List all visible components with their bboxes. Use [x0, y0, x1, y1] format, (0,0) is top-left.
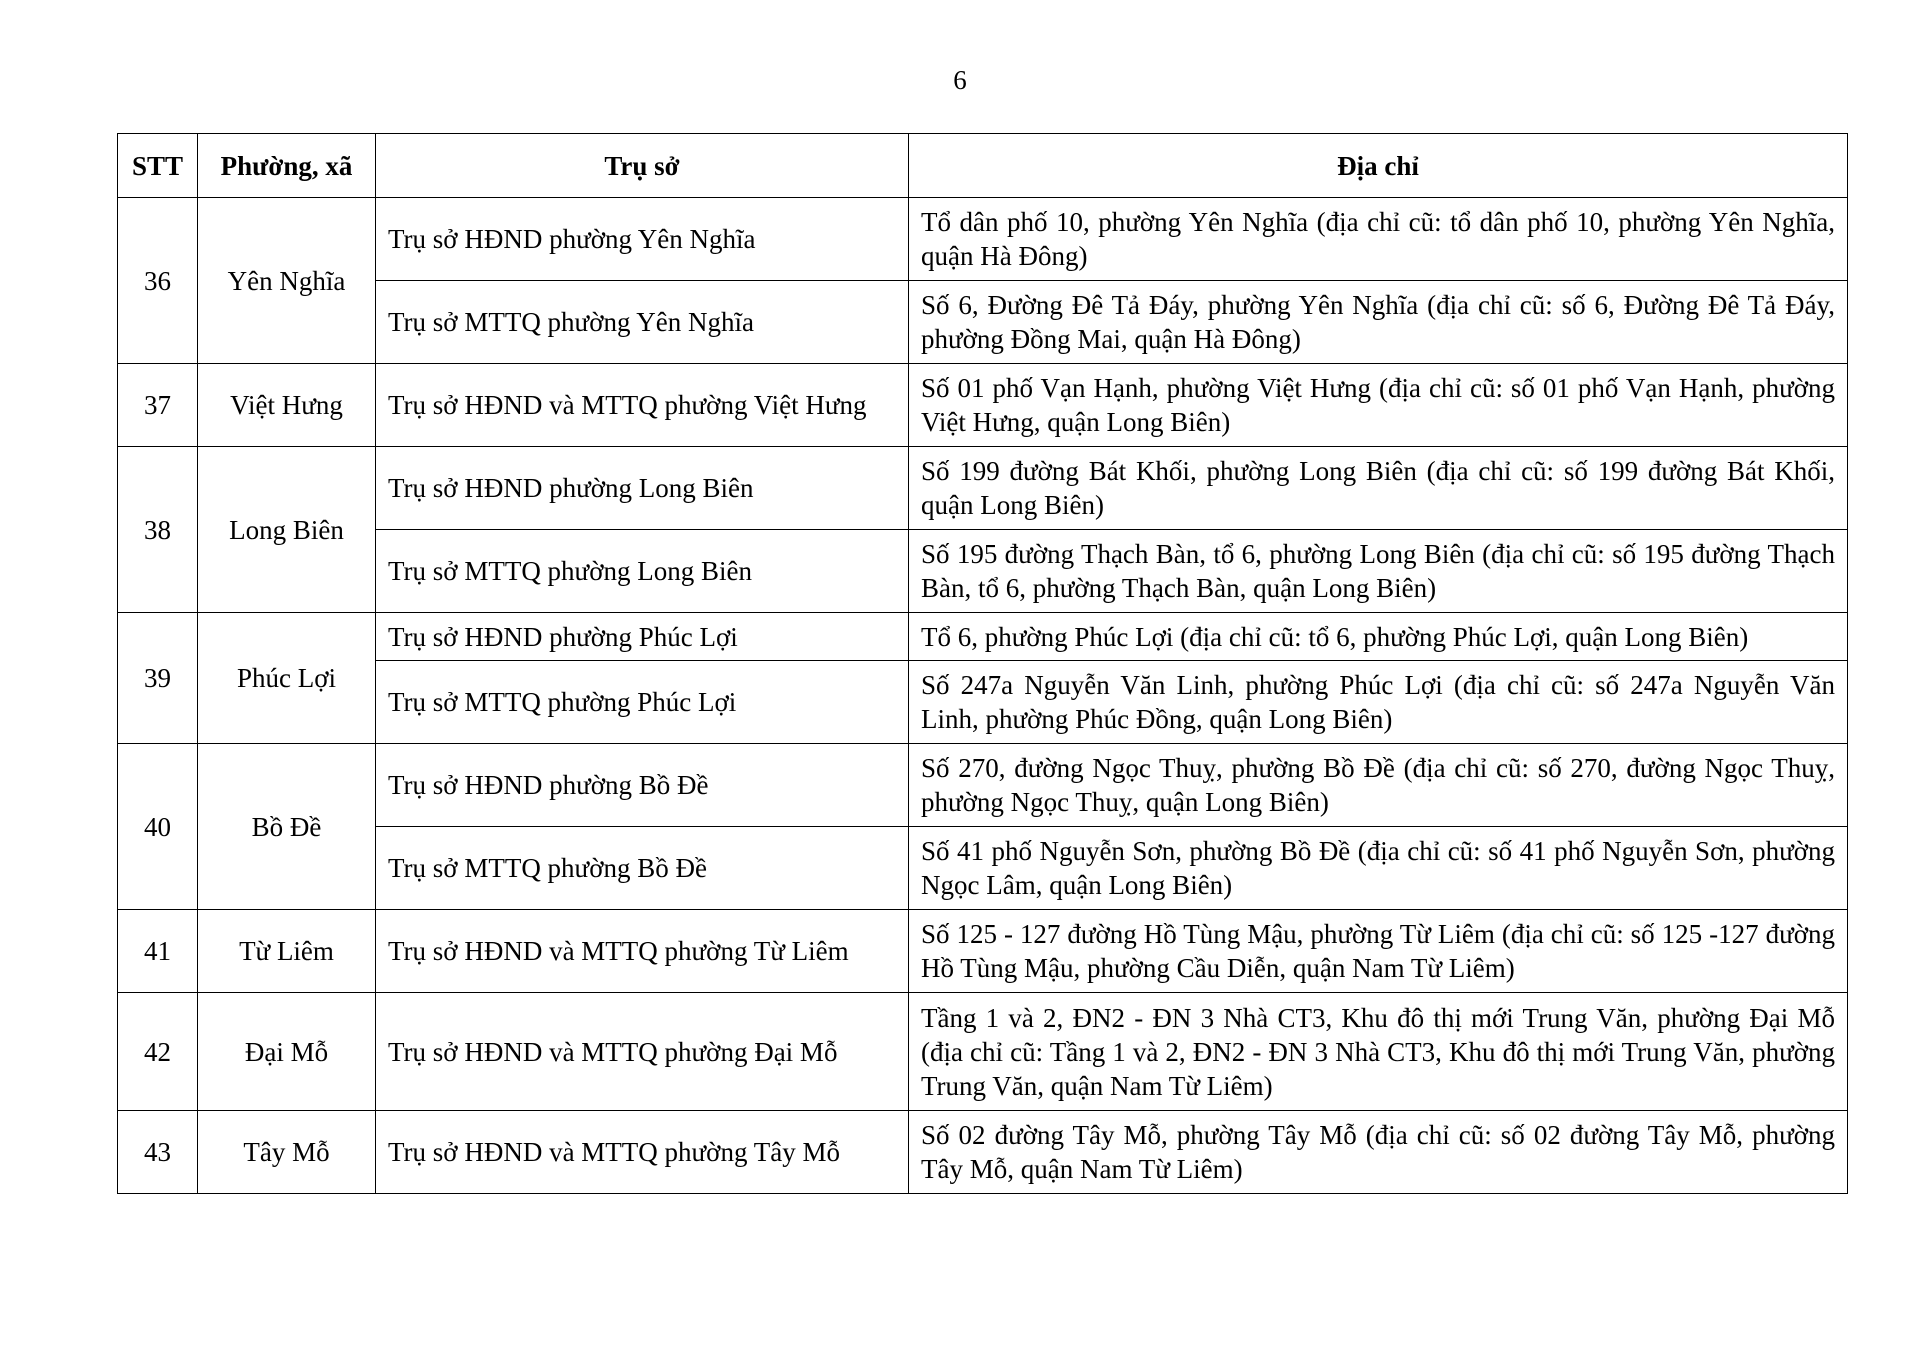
ward-cell: Đại Mỗ — [198, 993, 376, 1111]
office-cell: Trụ sở HĐND và MTTQ phường Tây Mỗ — [376, 1111, 909, 1194]
stt-cell: 42 — [118, 993, 198, 1111]
address-cell: Số 6, Đường Đê Tả Đáy, phường Yên Nghĩa (địa chỉ cũ: số 6, Đường Đê Tả Đáy, phường Đồng Mai, quận Hà Đông) — [909, 281, 1848, 364]
office-cell: Trụ sở MTTQ phường Phúc Lợi — [376, 661, 909, 744]
address-cell: Số 125 - 127 đường Hồ Tùng Mậu, phường Từ Liêm (địa chỉ cũ: số 125 -127 đường Hồ Tùng Mậu, phường Cầu Diễn, quận Nam Từ Liêm) — [909, 910, 1848, 993]
table-body — [118, 198, 1848, 1194]
table-row — [118, 364, 1848, 447]
address-cell: Tầng 1 và 2, ĐN2 - ĐN 3 Nhà CT3, Khu đô thị mới Trung Văn, phường Đại Mỗ (địa chỉ cũ: Tầng 1 và 2, ĐN2 - ĐN 3 Nhà CT3, Khu đô thị mới Trung Văn, phường Trung Văn, quận Nam Từ Liêm) — [909, 993, 1848, 1111]
table-row — [118, 1111, 1848, 1194]
address-cell: Tổ 6, phường Phúc Lợi (địa chỉ cũ: tổ 6, phường Phúc Lợi, quận Long Biên) — [909, 613, 1848, 661]
ward-cell: Phúc Lợi — [198, 613, 376, 744]
table-row — [118, 661, 1848, 744]
table-row — [118, 447, 1848, 530]
stt-cell: 39 — [118, 613, 198, 744]
address-cell: Số 195 đường Thạch Bàn, tổ 6, phường Long Biên (địa chỉ cũ: số 195 đường Thạch Bàn, tổ 6, phường Thạch Bàn, quận Long Biên) — [909, 530, 1848, 613]
address-cell: Số 247a Nguyễn Văn Linh, phường Phúc Lợi (địa chỉ cũ: số 247a Nguyễn Văn Linh, phường Phúc Đồng, quận Long Biên) — [909, 661, 1848, 744]
office-cell: Trụ sở HĐND và MTTQ phường Từ Liêm — [376, 910, 909, 993]
address-cell: Số 270, đường Ngọc Thuỵ, phường Bồ Đề (địa chỉ cũ: số 270, đường Ngọc Thuỵ, phường Ngọc Thuỵ, quận Long Biên) — [909, 744, 1848, 827]
office-cell: Trụ sở MTTQ phường Yên Nghĩa — [376, 281, 909, 364]
stt-cell: 40 — [118, 744, 198, 910]
office-cell: Trụ sở HĐND phường Phúc Lợi — [376, 613, 909, 661]
ward-cell: Từ Liêm — [198, 910, 376, 993]
header-stt: STT — [118, 134, 198, 198]
header-row — [118, 134, 1848, 198]
address-cell: Số 02 đường Tây Mỗ, phường Tây Mỗ (địa chỉ cũ: số 02 đường Tây Mỗ, phường Tây Mỗ, quận Nam Từ Liêm) — [909, 1111, 1848, 1194]
office-cell: Trụ sở HĐND phường Yên Nghĩa — [376, 198, 909, 281]
stt-cell: 41 — [118, 910, 198, 993]
page-number: 6 — [953, 65, 967, 95]
table-row — [118, 993, 1848, 1111]
table-row — [118, 530, 1848, 613]
office-cell: Trụ sở MTTQ phường Bồ Đề — [376, 827, 909, 910]
table-row — [118, 281, 1848, 364]
header-address: Địa chỉ — [909, 134, 1848, 198]
header-office: Trụ sở — [376, 134, 909, 198]
stt-cell: 43 — [118, 1111, 198, 1194]
office-cell: Trụ sở HĐND phường Long Biên — [376, 447, 909, 530]
ward-cell: Yên Nghĩa — [198, 198, 376, 364]
ward-cell: Bồ Đề — [198, 744, 376, 910]
address-cell: Số 41 phố Nguyễn Sơn, phường Bồ Đề (địa chỉ cũ: số 41 phố Nguyễn Sơn, phường Ngọc Lâm, quận Long Biên) — [909, 827, 1848, 910]
office-address-table — [117, 133, 1848, 1194]
office-cell: Trụ sở HĐND và MTTQ phường Đại Mỗ — [376, 993, 909, 1111]
table-header — [118, 134, 1848, 198]
office-cell: Trụ sở MTTQ phường Long Biên — [376, 530, 909, 613]
address-cell: Số 199 đường Bát Khối, phường Long Biên (địa chỉ cũ: số 199 đường Bát Khối, quận Long Biên) — [909, 447, 1848, 530]
ward-cell: Việt Hưng — [198, 364, 376, 447]
office-cell: Trụ sở HĐND phường Bồ Đề — [376, 744, 909, 827]
table-row — [118, 198, 1848, 281]
table-row — [118, 613, 1848, 661]
table-row — [118, 910, 1848, 993]
office-cell: Trụ sở HĐND và MTTQ phường Việt Hưng — [376, 364, 909, 447]
stt-cell: 38 — [118, 447, 198, 613]
stt-cell: 36 — [118, 198, 198, 364]
table-row — [118, 827, 1848, 910]
header-ward: Phường, xã — [198, 134, 376, 198]
table-row — [118, 744, 1848, 827]
address-cell: Số 01 phố Vạn Hạnh, phường Việt Hưng (địa chỉ cũ: số 01 phố Vạn Hạnh, phường Việt Hưng, quận Long Biên) — [909, 364, 1848, 447]
ward-cell: Long Biên — [198, 447, 376, 613]
address-cell: Tổ dân phố 10, phường Yên Nghĩa (địa chỉ cũ: tổ dân phố 10, phường Yên Nghĩa, quận Hà Đông) — [909, 198, 1848, 281]
stt-cell: 37 — [118, 364, 198, 447]
ward-cell: Tây Mỗ — [198, 1111, 376, 1194]
